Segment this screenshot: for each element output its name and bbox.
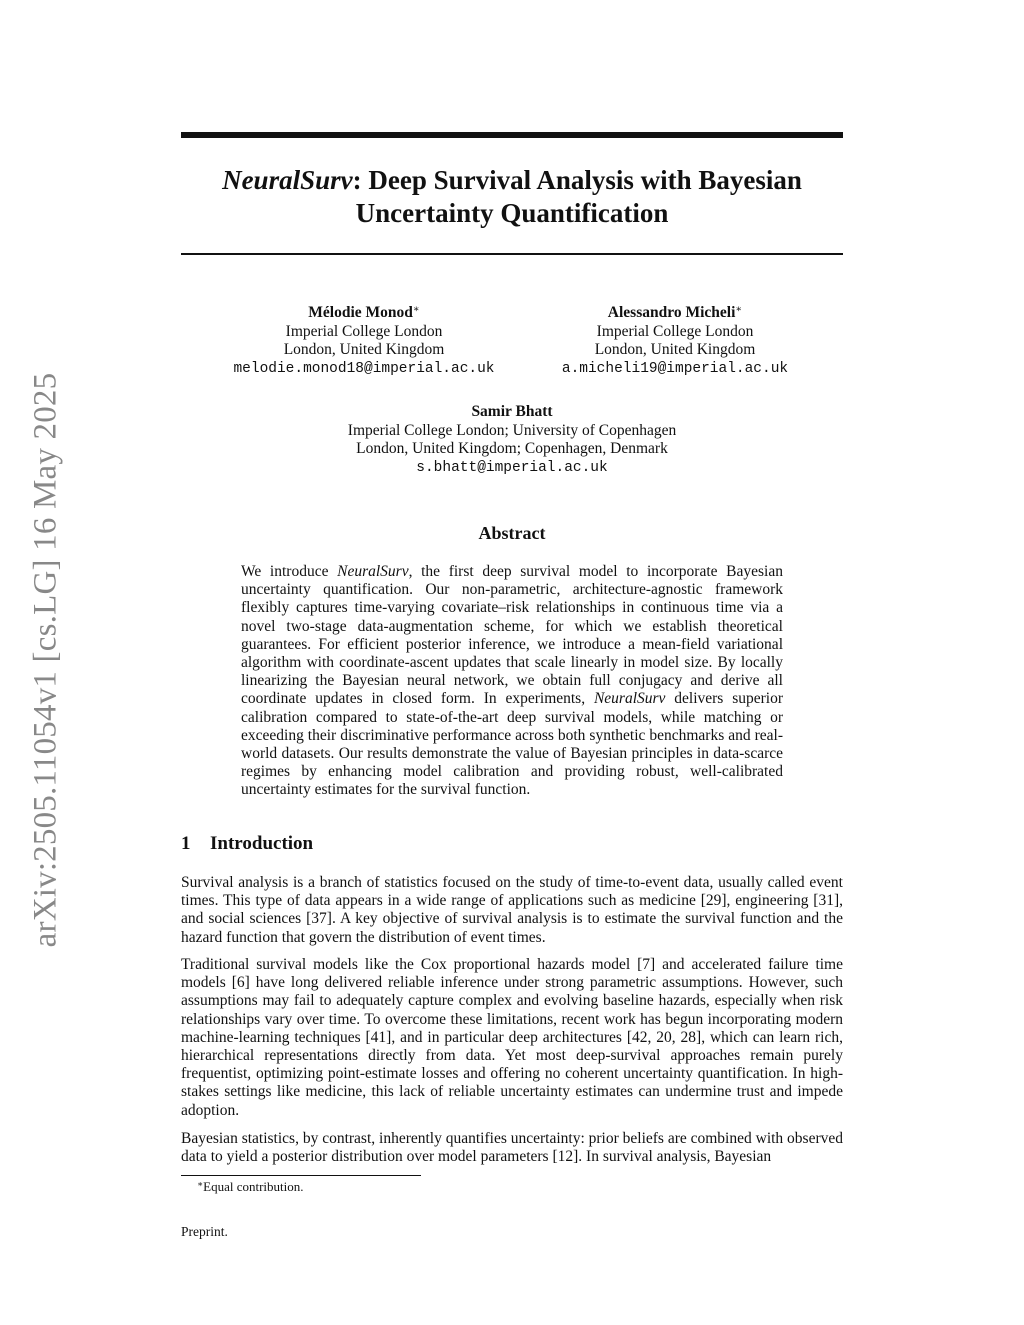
abstract-heading: Abstract xyxy=(478,523,546,543)
title-line2: Uncertainty Quantification xyxy=(355,198,669,228)
author-name: Alessandro Micheli∗ xyxy=(607,304,743,321)
footnote-mark: ∗ xyxy=(197,1179,204,1189)
footnote-text: Equal contribution. xyxy=(203,1179,304,1194)
author-affiliation: Imperial College London; University of Copenhagen xyxy=(347,421,677,439)
author-block-2 xyxy=(545,301,805,378)
title-line1-rest: : Deep Survival Analysis with Bayesian xyxy=(352,165,802,195)
author-location: London, United Kingdom xyxy=(283,341,445,358)
method-name-italic: NeuralSurv xyxy=(593,690,666,708)
author-name: Samir Bhatt xyxy=(471,403,553,420)
intro-paragraph-1: Survival analysis is a branch of statistics focused on the study of time-to-event data, usually called event times. This type of data appears in a wide range of applications such as medicine [29], engineering [31], and social sciences [37]. A key objective of survival analysis is to estimate the survival function and the hazard function that govern the distribution of event times. xyxy=(181,874,843,946)
equal-contribution-mark: ∗ xyxy=(412,304,420,315)
title-italic-name: NeuralSurv xyxy=(222,165,353,195)
title-top-rule xyxy=(181,132,843,138)
footnote-rule xyxy=(181,1175,421,1176)
paper-title xyxy=(181,164,843,230)
section-heading-introduction xyxy=(181,833,313,855)
author-location: London, United Kingdom; Copenhagen, Denmark xyxy=(356,440,668,457)
author-location: London, United Kingdom xyxy=(594,341,756,358)
author-email: a.micheli19@imperial.ac.uk xyxy=(561,360,789,377)
equal-contribution-mark: ∗ xyxy=(735,304,743,315)
section-title: Introduction xyxy=(210,833,314,854)
section-number: 1 xyxy=(181,833,191,854)
author-block-1 xyxy=(229,301,499,378)
abstract-text: We introduce NeuralSurv, the first deep survival model to incorporate Bayesian uncertainty quantification. Our non-parametric, architecture-agnostic framework flexibly captures time-varying covariate–risk relationships in continuous time via a novel two-stage data-augmentation scheme, for which we establish theoretical guarantees. For efficient posterior inference, we introduce a mean-field variational algorithm with coordinate-ascent updates that scale linearly in model size. By locally linearizing the Bayesian neural network, we obtain full conjugacy and derive all coordinate updates in closed form. In experiments, NeuralSurv delivers superior calibration compared to state-of-the-art deep survival models, while matching or exceeding their discriminative performance across both synthetic benchmarks and real-world datasets. Our results demonstrate the value of Bayesian principles in data-scarce regimes by enhancing model calibration and providing robust, well-calibrated uncertainty estimates for the survival function. xyxy=(241,563,783,799)
author-email: melodie.monod18@imperial.ac.uk xyxy=(233,360,495,377)
preprint-footer: Preprint. xyxy=(181,1224,228,1239)
intro-paragraph-3: Bayesian statistics, by contrast, inherently quantifies uncertainty: prior beliefs are combined with observed data to yield a posterior distribution over model parameters [12]. In survival analysis, Bayesian xyxy=(181,1130,844,1166)
intro-paragraph-2: Traditional survival models like the Cox proportional hazards model [7] and accelerated failure time models [6] have long delivered reliable inference under strong parametric assumptions. However, such assumptions may fail to adequately capture complex and evolving baseline hazards, especially when risk relationships vary over time. To overcome these limitations, recent work has begun incorporating modern machine-learning techniques [41], and in particular deep architectures [42, 20, 28], which can learn rich, hierarchical representations directly from data. Yet most deep-survival approaches remain purely frequentist, optimizing point-estimate losses and offering no coherent uncertainty quantification. In high-stakes settings like medicine, this lack of reliable uncertainty estimates can undermine trust and impede adoption. xyxy=(181,956,843,1119)
author-affiliation: Imperial College London xyxy=(285,322,443,340)
arxiv-side-stamp: arXiv:2505.11054v1 [cs.LG] 16 May 2025 xyxy=(27,372,64,948)
author-block-3 xyxy=(301,403,723,477)
title-bottom-rule xyxy=(181,253,843,255)
author-name: Mélodie Monod∗ xyxy=(308,304,420,321)
footnote xyxy=(197,1179,304,1195)
author-email: s.bhatt@imperial.ac.uk xyxy=(416,459,608,476)
author-affiliation: Imperial College London xyxy=(596,322,754,340)
method-name-italic: NeuralSurv xyxy=(337,563,409,580)
